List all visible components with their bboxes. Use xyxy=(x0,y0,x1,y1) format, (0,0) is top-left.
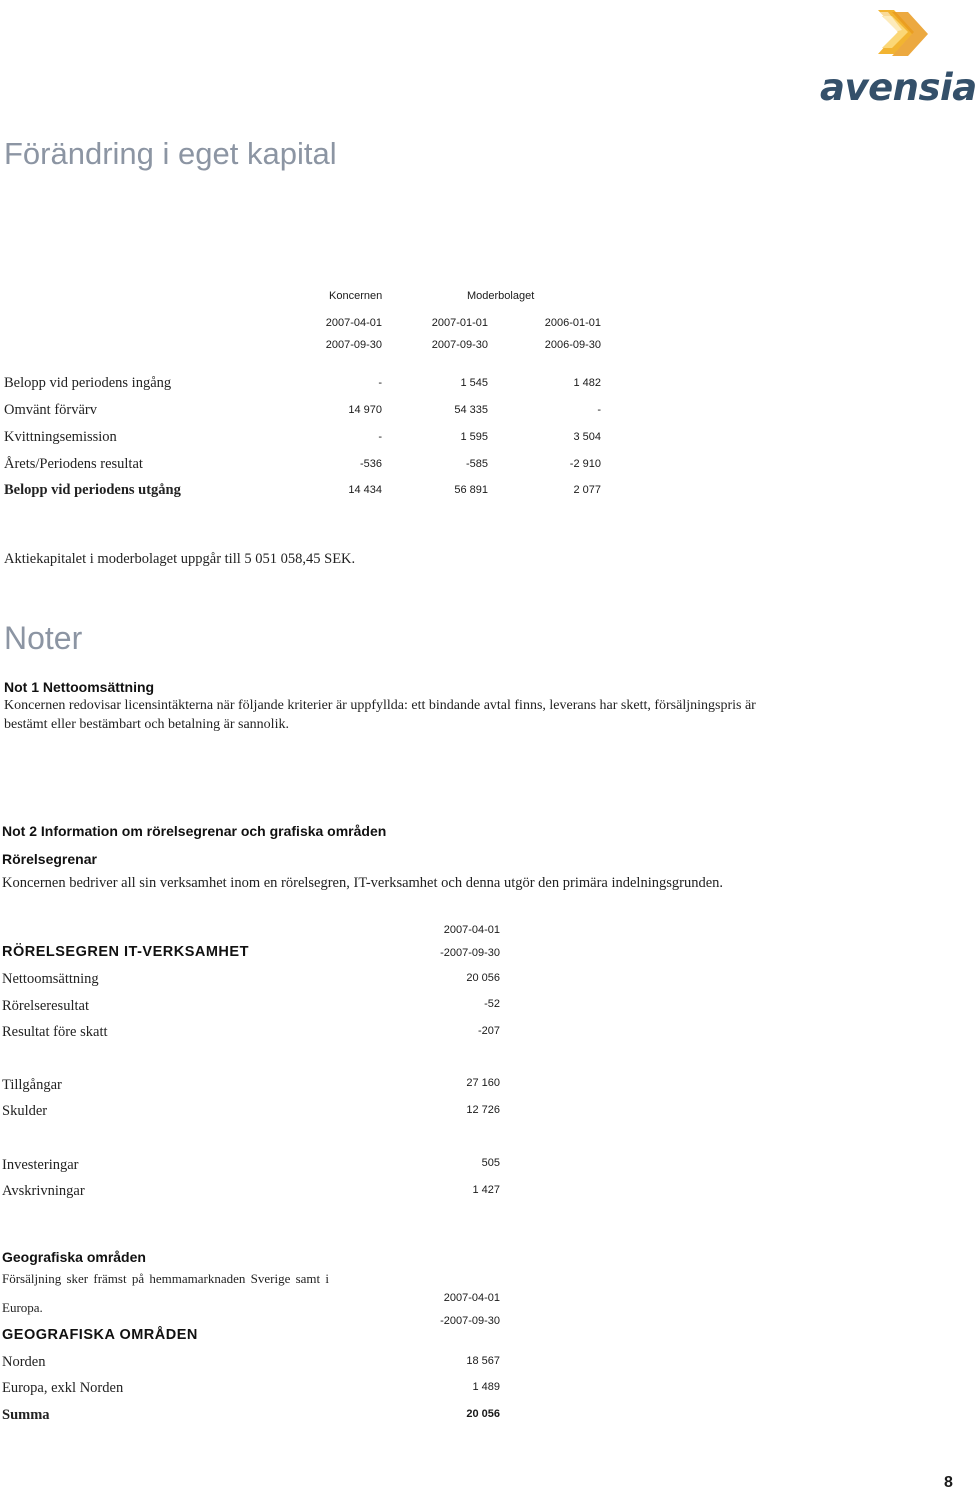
cell: 20 056 xyxy=(466,1408,500,1420)
cell: -207 xyxy=(477,1025,500,1037)
segment-title: RÖRELSEGREN IT-VERKSAMHET xyxy=(2,944,249,960)
row-label: Årets/Periodens resultat xyxy=(4,456,143,472)
row-label: Belopp vid periodens ingång xyxy=(4,375,172,391)
not1-text-line1: Koncernen redovisar licensintäkterna när följande kriterier är uppfyllda: ett bindande avtal finns, leverans har skett, försäljningspris är xyxy=(4,698,756,713)
share-capital-note: Aktiekapitalet i moderbolaget uppgår till 5 051 058,45 SEK. xyxy=(4,551,356,567)
row-label: Europa, exkl Norden xyxy=(2,1380,124,1396)
geo-subheading: Geografiska områden xyxy=(2,1249,146,1265)
row-label: Nettoomsättning xyxy=(2,971,99,987)
cell: -2 910 xyxy=(569,458,601,470)
row-label: Belopp vid periodens utgång xyxy=(4,482,181,498)
cell: 14 434 xyxy=(348,484,382,496)
row-label: Summa xyxy=(2,1407,50,1423)
cell: 20 056 xyxy=(466,972,500,984)
not1-heading: Not 1 Nettoomsättning xyxy=(4,679,155,695)
cell: 27 160 xyxy=(466,1077,500,1089)
geo-text-line1: Försäljning sker främst på hemmamarknaden Sverige samt i xyxy=(2,1271,330,1286)
cell: 1 427 xyxy=(472,1184,500,1196)
row-label: Skulder xyxy=(2,1103,48,1119)
cell: - xyxy=(597,404,601,416)
notes-title: Noter xyxy=(4,620,83,656)
geo-text-line2: Europa. xyxy=(2,1300,43,1315)
row-label: Norden xyxy=(2,1354,46,1370)
cell: -585 xyxy=(465,458,488,470)
row-label: Rörelseresultat xyxy=(2,998,89,1014)
row-label: Resultat före skatt xyxy=(2,1024,108,1040)
cell: - xyxy=(378,431,382,443)
group-header-moderbolaget: Moderbolaget xyxy=(467,290,535,302)
cell: -536 xyxy=(359,458,382,470)
geo-title: GEOGRAFISKA OMRÅDEN xyxy=(2,1327,198,1343)
not2-subheading: Rörelsegrenar xyxy=(2,851,97,867)
not2-heading: Not 2 Information om rörelsegrenar och grafiska områden xyxy=(2,823,387,839)
cell: 18 567 xyxy=(466,1355,500,1367)
row-label: Investeringar xyxy=(2,1157,79,1173)
segment-period-start: 2007-04-01 xyxy=(443,924,500,936)
cell: 14 970 xyxy=(348,404,382,416)
geo-period-start: 2007-04-01 xyxy=(443,1292,500,1304)
row-label: Kvittningsemission xyxy=(4,429,117,445)
page-title: Förändring i eget kapital xyxy=(4,136,337,171)
cell: - xyxy=(378,377,382,389)
group-header-koncernen: Koncernen xyxy=(329,290,383,302)
geo-period-end: -2007-09-30 xyxy=(440,1315,500,1327)
cell: 12 726 xyxy=(466,1104,500,1116)
period-end-col1: 2007-09-30 xyxy=(325,339,382,351)
page-number: 8 xyxy=(944,1474,953,1491)
cell: 2 077 xyxy=(573,484,601,496)
cell: 1 595 xyxy=(460,431,488,443)
period-end-col2: 2007-09-30 xyxy=(431,339,488,351)
row-label: Tillgångar xyxy=(2,1077,62,1093)
row-label: Avskrivningar xyxy=(2,1183,85,1199)
period-start-col2: 2007-01-01 xyxy=(431,317,488,329)
cell: 56 891 xyxy=(454,484,488,496)
cell: 1 489 xyxy=(472,1381,500,1393)
cell: 1 545 xyxy=(460,377,488,389)
period-end-col3: 2006-09-30 xyxy=(544,339,601,351)
period-start-col1: 2007-04-01 xyxy=(325,317,382,329)
row-label: Omvänt förvärv xyxy=(4,402,98,418)
cell: 1 482 xyxy=(573,377,601,389)
period-start-col3: 2006-01-01 xyxy=(544,317,601,329)
logo-text: avensia xyxy=(820,66,977,109)
not1-text-line2: bestämt eller bestämbart och betalning är sannolik. xyxy=(4,717,289,732)
segment-period-end: -2007-09-30 xyxy=(440,947,500,959)
cell: -52 xyxy=(484,998,500,1010)
not2-text: Koncernen bedriver all sin verksamhet inom en rörelsegren, IT-verksamhet och denna utgör den primära indelningsgrunden. xyxy=(2,875,724,891)
cell: 54 335 xyxy=(454,404,488,416)
cell: 3 504 xyxy=(573,431,601,443)
cell: 505 xyxy=(481,1157,500,1169)
